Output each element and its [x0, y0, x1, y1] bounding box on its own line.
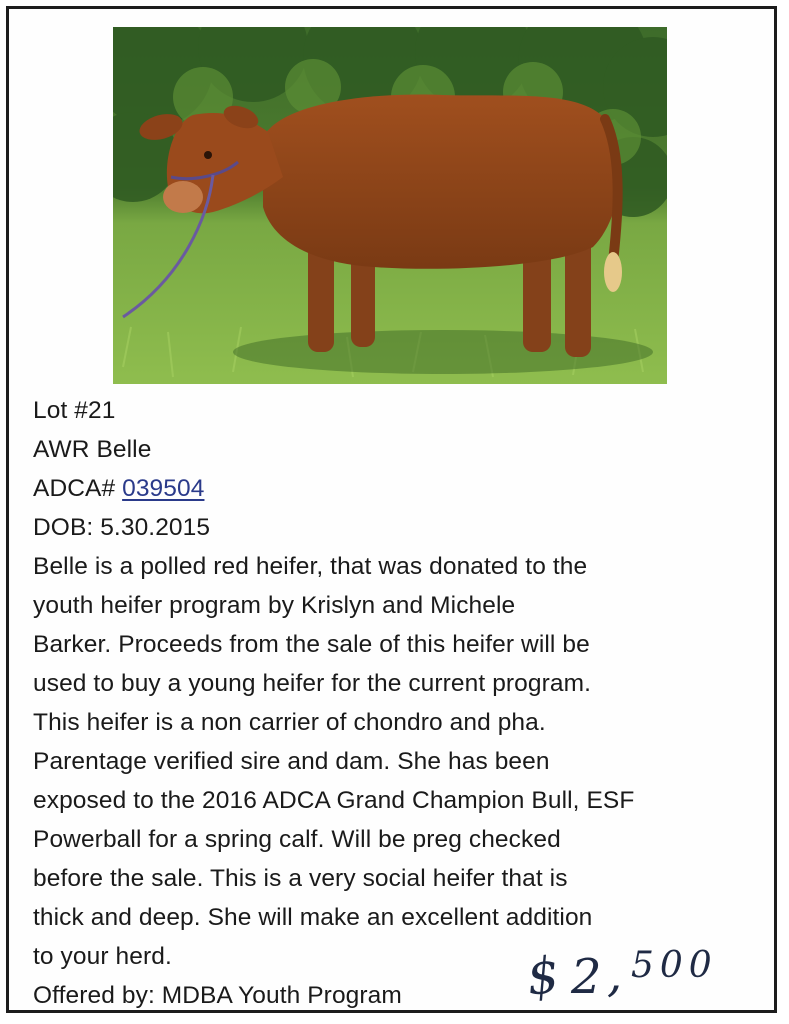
offered-by: Offered by: MDBA Youth Program	[33, 982, 402, 1009]
adca-registration	[33, 469, 763, 508]
description-line: Barker. Proceeds from the sale of this heifer will be	[33, 631, 590, 658]
description-line: to your herd.	[33, 943, 172, 970]
price-thousands: 2	[571, 949, 602, 1005]
description-line: Parentage verified sire and dam. She has been	[33, 748, 550, 775]
handwritten-price	[524, 945, 777, 1019]
description-line: This heifer is a non carrier of chondro and pha.	[33, 709, 546, 736]
adca-label: ADCA#	[33, 475, 123, 502]
price-comma: ,	[607, 947, 623, 1003]
price-dollar-sign: $	[524, 945, 562, 1007]
date-of-birth: DOB: 5.30.2015	[33, 514, 211, 541]
animal-name: AWR Belle	[33, 436, 152, 463]
description-line: Powerball for a spring calf. Will be preg checked	[33, 826, 561, 853]
description-line: thick and deep. She will make an excellent addition	[33, 904, 593, 931]
description	[33, 547, 763, 976]
description-line: used to buy a young heifer for the current program.	[33, 670, 592, 697]
adca-number-link[interactable]: 039504	[122, 475, 205, 502]
description-line: youth heifer program by Krislyn and Michele	[33, 592, 516, 619]
heifer-photo	[113, 27, 667, 384]
price-hundreds: 500	[631, 945, 718, 986]
description-line: before the sale. This is a very social heifer that is	[33, 865, 568, 892]
description-line: Belle is a polled red heifer, that was donated to the	[33, 553, 588, 580]
listing-card	[6, 6, 777, 1013]
lot-details	[33, 391, 763, 1015]
description-line: exposed to the 2016 ADCA Grand Champion Bull, ESF	[33, 787, 635, 814]
lot-number: Lot #21	[33, 397, 116, 424]
